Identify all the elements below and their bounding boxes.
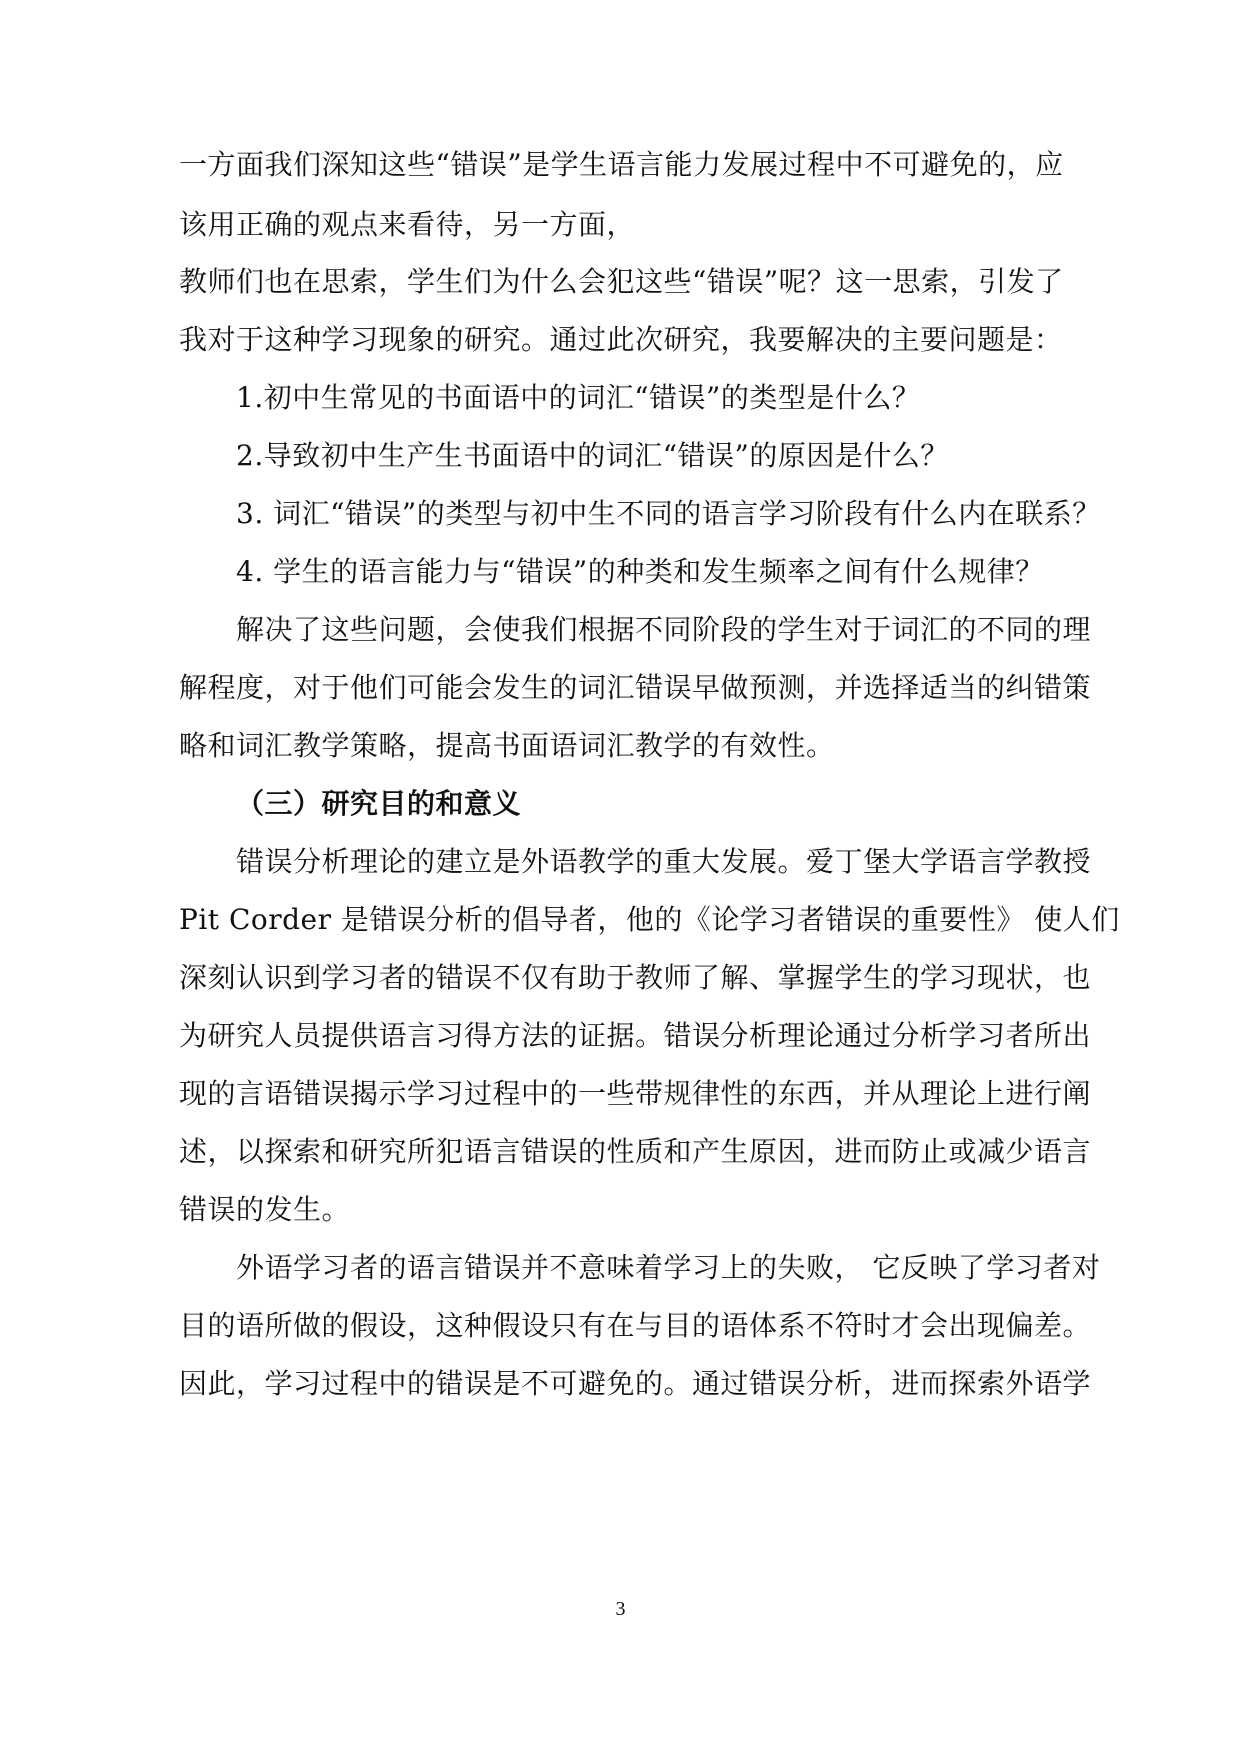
text-line: 错误的发生。 <box>179 1193 351 1226</box>
text-line: 一方面我们深知这些“错误”是学生语言能力发展过程中不可避免的，应 <box>179 148 1064 181</box>
text-line: 略和词汇教学策略，提高书面语词汇教学的有效性。 <box>179 729 835 762</box>
list-item: 4. 学生的语言能力与“错误”的种类和发生频率之间有什么规律？ <box>236 555 1044 588</box>
text-line: 因此，学习过程中的错误是不可避免的。通过错误分析，进而探索外语学 <box>179 1367 1092 1400</box>
text-line: 解程度，对于他们可能会发生的词汇错误早做预测，并选择适当的纠错策 <box>179 671 1092 704</box>
text-line: 教师们也在思索，学生们为什么会犯这些“错误”呢？这一思索，引发了 <box>179 265 1064 298</box>
text-line: 解决了这些问题，会使我们根据不同阶段的学生对于词汇的不同的理 <box>236 613 1092 646</box>
text-line: 该用正确的观点来看待，另一方面， <box>179 208 636 241</box>
list-item: 2.导致初中生产生书面语中的词汇“错误”的原因是什么？ <box>236 439 949 472</box>
list-item: 1.初中生常见的书面语中的词汇“错误”的类型是什么？ <box>236 381 921 414</box>
text-line: 目的语所做的假设，这种假设只有在与目的语体系不符时才会出现偏差。 <box>179 1309 1092 1342</box>
text-line: 深刻认识到学习者的错误不仅有助于教师了解、掌握学生的学习现状，也 <box>179 961 1092 994</box>
text-line: 外语学习者的语言错误并不意味着学习上的失败， 它反映了学习者对 <box>236 1251 1101 1284</box>
text-line: Pit Corder 是错误分析的倡导者，他的《论学习者错误的重要性》 使人们 <box>179 903 1120 936</box>
text-line: 错误分析理论的建立是外语教学的重大发展。爱丁堡大学语言学教授 <box>236 845 1092 878</box>
list-item: 3. 词汇“错误”的类型与初中生不同的语言学习阶段有什么内在联系？ <box>236 497 1101 530</box>
text-line: 为研究人员提供语言习得方法的证据。错误分析理论通过分析学习者所出 <box>179 1019 1092 1052</box>
section-heading: （三）研究目的和意义 <box>236 787 522 820</box>
text-line: 述，以探索和研究所犯语言错误的性质和产生原因，进而防止或减少语言 <box>179 1135 1092 1168</box>
text-line: 现的言语错误揭示学习过程中的一些带规律性的东西，并从理论上进行阐 <box>179 1077 1092 1110</box>
page-number: 3 <box>615 1598 626 1620</box>
text-line: 我对于这种学习现象的研究。通过此次研究，我要解决的主要问题是： <box>179 323 1063 356</box>
